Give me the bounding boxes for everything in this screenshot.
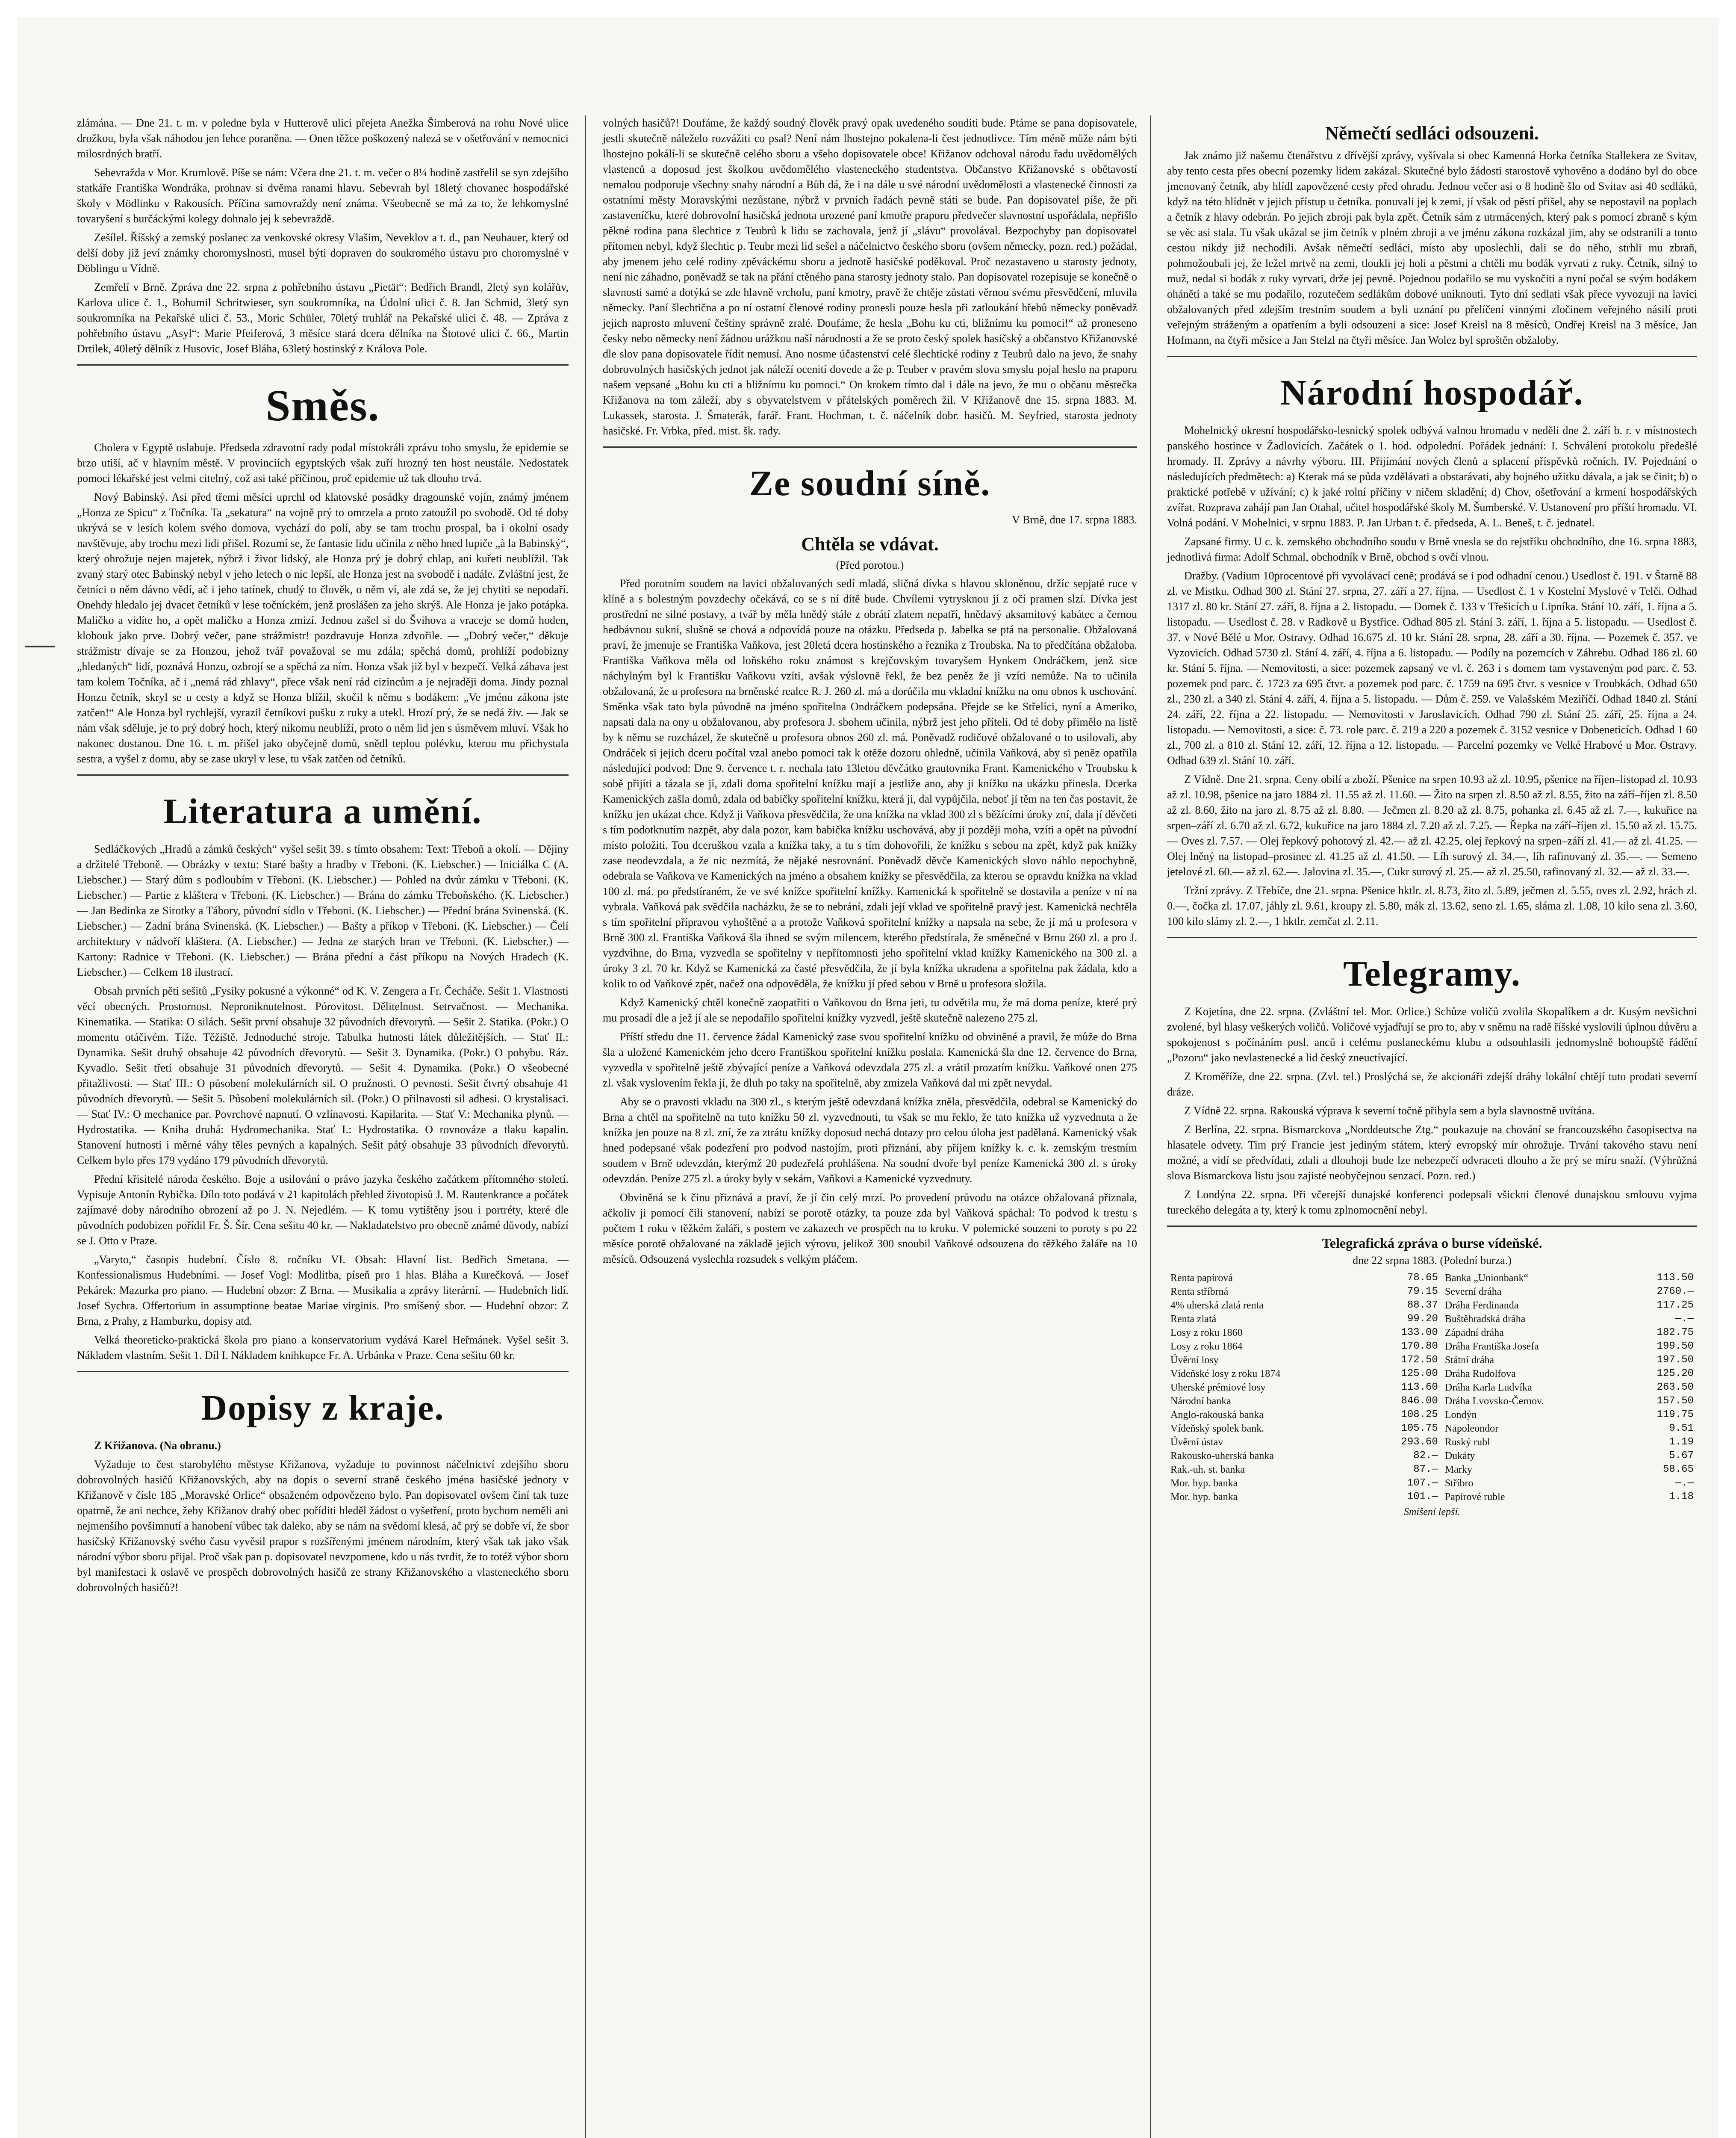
court-paragraph: Příští středu dne 11. července žádal Kamenický zase svou spořitelní knížku od obviněné a pravil, že může do Brna šla a uložené Kamenickém jeho dcero Františkou spořitelní knížku poslala. Kamenická šla dne 12. července do Brna, vyzvedla v spořitelně ještě zbývající peníze a Vaňková odevzdala 275 zl. a vrátil prozatím knížku. Vaňkové onen 275 zl. však vyslovením řekla jí, že dluh po taky na spořitelně, aby zmizela Vaňková dal mi zpět nevydal. bbox=[603, 1031, 1137, 1089]
quote-name: Vídeňský spolek bank. bbox=[1170, 1423, 1264, 1434]
dopis-lead: Z Křižanova. (Na obranu.) bbox=[94, 1439, 221, 1452]
court-paragraph: Aby se o pravosti vkladu na 300 zl., s kterým ještě odevzdaná knížka zněla, přesvědčila, odebral se Kamenický do Brna a chtěl na spořitelně na tuto knížku 50 zl. vyzvednouti, tu však se mu řeklo, že tato knížka už vyzvednuta a že knížka jen pouze na 8 zl. zní, že za ztrátu knížky doposud nechá dotazy pro celou úloha jest padělaná. Kamenický však hned podepsané však podezření pro podvod nastojím, proti přiznání, aby příjem knížky k. c. k. zemským trestním soudem v Brně odevzdán, kterýmž 20 podezřelá prohlášena. Na soudní dvoře byl peníze Kamenická 300 zl. s úroky odevzdán. Peníze 275 zl. a úroky byly v sekám, Vaňkovi a Kamenické vyzvednuty. bbox=[603, 1096, 1137, 1185]
column-2 bbox=[603, 115, 1137, 1270]
news-paragraph: Zemřelí v Brně. Zpráva dne 22. srpna z pohřebního ústavu „Pietät“: Bedřich Brandl, 2letý syn kolářův, Karlova ulice č. 1., Bohumil Schritwieser, syn soukromníka, na Údolní ulici č. 8. Jan Schmid, 3letý syn soukromníka na Pekařské ulici č. 53., Moric Schüler, 70letý truhlář na Pekařské ulici č. 48. — Zpráva z pohřebního ústavu „Asyl“: Marie Pfeiferová, 3 měsíce stará dcera dělníka na Štotové ulici č. 66., Martin Drtilek, 40letý dělník z Husovic, Josef Bláha, 63letý hostinský z Králova Pole. bbox=[77, 281, 569, 355]
news-paragraph: Sebevražda v Mor. Krumlově. Píše se nám: Včera dne 21. t. m. večer o 8¼ hodině zastřelil se syn zdejšího statkáře Františka Wondráka, prohnav si dvěma ranami hlavu. Sebevrah byl 18letý chovanec hospodářské školy v Mödlinku v Rakousích. Příčina samovraždy není známa. Všeobecně se má za to, že lehkomyslné tovaryšení s burčáckými kolegy dohnalo jej k sebevraždě. bbox=[77, 166, 569, 225]
court-paragraph: Obviněná se k činu přiznává a praví, že jí čin celý mrzí. Po provedení průvodu na otázce obžalovaná přiznala, ačkoliv ji pomocí čili stanovení, nabízí se porotě otázky, ta pouze zda byl Vaňková spáchal: To podvod k trestu s počtem 1 roku v těžkém žaláři, s postem ve zakazech ve prospěch na to kroku. V polemické souzeni to poroty s po 22 měsíce porotě obžalované na základě jejich výrovu, jelikož 300 snoubil Vaňkové odsouzena do těžkého žaláře na 10 měsíců. Odsouzená vyslechla rozsudek s velkým pláčem. bbox=[603, 1191, 1137, 1265]
quote-value: 5.67 bbox=[1669, 1450, 1694, 1462]
quote-name: Stříbro bbox=[1444, 1478, 1474, 1489]
section-divider bbox=[1167, 356, 1697, 357]
telegram-paragraph: Z Kroměříže, dne 22. srpna. (Zvl. tel.) Proslýchá se, že akcionáři zdejší dráhy lokální chtějí tuto prodati severní dráze. bbox=[1167, 1070, 1697, 1098]
quote-value: 1.18 bbox=[1669, 1491, 1694, 1503]
court-headline: Chtěla se vdávat. bbox=[801, 534, 939, 555]
quote-name: Marky bbox=[1444, 1464, 1472, 1475]
news-paragraph: zlámána. — Dne 21. t. m. v poledne byla v Hutterově ulici přejeta Anežka Šimberová na rohu Nové ulice drožkou, byla však náhodou jen lehce poraněna. — Onen těžce poškozený nalezá se v ošetřování v nemocnici milosrdných bratří. bbox=[77, 117, 569, 160]
quote-value: 846.00 bbox=[1401, 1395, 1438, 1407]
quote-value: 105.75 bbox=[1401, 1423, 1438, 1434]
quote-name: Dráha Ferdinanda bbox=[1444, 1300, 1519, 1311]
quote-value: 293.60 bbox=[1401, 1436, 1438, 1448]
section-divider bbox=[1167, 937, 1697, 938]
quote-value: 108.25 bbox=[1401, 1409, 1438, 1420]
section-title-dopisy: Dopisy z kraje. bbox=[201, 1388, 445, 1428]
quote-name: Anglo-rakouská banka bbox=[1170, 1409, 1264, 1420]
quote-value: 88.37 bbox=[1407, 1299, 1438, 1311]
smes-paragraph: Cholera v Egyptě oslabuje. Předseda zdravotní rady podal místokráli zprávu toho smyslu, že epidemie se brzo utiší, ač v hlavním městě. V provinciích egyptských však zuří hrozný ten host neustále. Nedostatek pomoci lékařské jest velmi citelný, což asi také příčinou, proč epidemie už tak dlouho trvá. bbox=[77, 441, 569, 484]
quote-value: 117.25 bbox=[1656, 1299, 1694, 1311]
lit-paragraph: Přední křisitelé národa českého. Boje a usilování o právo jazyka českého začátkem přítomného století. Vypisuje Antonín Rybička. Dílo toto podává v 21 kapitolách přehled životopisů J. M. Rautenkrance a počátek zajímavé doby národního obrození až po J. N. Nejedlém. — K tomu vytištěny jsou i portréty, které dle původních podobizen pořídil Fr. Š. Šír. Cena sešitu 40 kr. — Nakladatelstvo pro obecně známé důvody, nabízí se J. Otto v Praze. bbox=[77, 1173, 569, 1247]
section-title-smes: Směs. bbox=[265, 381, 380, 430]
court-dateline: V Brně, dne 17. srpna 1883. bbox=[1012, 514, 1137, 526]
quote-row bbox=[1167, 1326, 1697, 1340]
quote-value: 2760.— bbox=[1656, 1286, 1694, 1297]
quote-name: Mor. hyp. banka bbox=[1170, 1491, 1238, 1503]
hospodar-paragraph: Z Vídně. Dne 21. srpna. Ceny obilí a zboží. Pšenice na srpen 10.93 až zl. 10.95, pšenice na říjen–listopad zl. 10.93 až zl. 10.98, pšenice na jaro 1884 zl. 11.55 až zl. 11.60. — Žito na srpen zl. 8.50 až zl. 8.55, žito na září–říjen zl. 8.50 až zl. 8.60, žito na jaro zl. 8.75 až zl. 8.80. — Ječmen zl. 8.20 až zl. 8.75, pohanka zl. 6.45 až zl. 7.—, kukuřice na srpen–září zl. 6.70 až zl. 6.72, kukuřice na jaro 1884 zl. 7.20 až zl. 7.25. — Řepka na září–říjen zl. 15.50 až zl. 15.75. — Oves zl. 7.57. — Olej řepkový pohotový zl. 42.— až zl. 42.25, olej řepkový na srpen–září zl. 41.— až zl. 41.25. — Olej lněný na listopad–prosinec zl. 41.25 až zl. 41.50. — Líh surový zl. 34.—, líh rafinovaný zl. 35.—. — Semeno jetelové zl. 60.— až zl. 62.—. Jalovina zl. 35.—, Cukr surový zl. 25.— až zl. 25.50, rafinovaný zl. 32.— až zl. 33.—. bbox=[1167, 773, 1697, 878]
hospodar-paragraph: Dražby. (Vadium 10procentové při vyvolávací ceně; prodává se i pod odhadní cenou.) Usedlost č. 191. v Štarně 88 zl. ve Mistku. Odhad 300 zl. Stání 27. srpna, 27. září a 27. října. — Usedlost č. 1 v Kostelní Myslové v Telči. Odhad 1317 zl. 80 kr. Stání 27. září, 8. října a 2. listopadu. — Domek č. 133 v Třešicích u Lipníka. Stání 10. září, 1. října a 5. listopadu. — Usedlost č. 28. v Radkově u Bystřice. Odhad 805 zl. Stání 3. září, 1. října a 5. listopadu. — Usedlost č. 37. v Nové Bělé u Mor. Ostravy. Odhad 16.675 zl. 10 kr. Stání 28. srpna, 28. září a 30. října. — Pozemek č. 357. ve Vyzovicích. Odhad 5730 zl. Stání 4. září, 4. října a 6. listopadu. — Podíly na pozemcích v Záhrebu. Odhad 186 zl. 60 kr. Stání 5. října. — Nemovitosti, a sice: pozemek zapsaný ve vl. č. 263 i s domem tam vystaveným pod parc. č. 53. pozemek pod parc. č. 1723 za 695 čtvr. a pozemek pod parc. č. 1759 na 695 čtvr. s vesnice v Troubkách. Odhad 650 zl., 230 zl. a 340 zl. Stání 4. září, 4. října a 5. listopadu. — Dům č. 259. ve Valašském Meziříčí. Odhad 1840 zl. Stání 24. září, 22. října a 22. listopadu. — Nemovitosti v Jaroslavicích. Odhad 790 zl. Stání 25. září, 25. října a 24. listopadu. — Nemovitosti, a sice: č. 73. role parc. č. 219 a 220 a pozemek č. 3152 vesnice v Dobeneticích. Odhad 1 60 zl., 700 zl. a 810 zl. Stání 12. září, 12. října a 12. listopadu. — Parcelní pozemky ve Velké Hrabové u Mor. Ostravy. Odhad 639 zl. Stání 10. září. bbox=[1167, 570, 1697, 767]
quote-name: Dráha Rudolfova bbox=[1444, 1368, 1516, 1379]
hospodar-paragraph: Mohelnický okresní hospodářsko-lesnický spolek odbývá valnou hromadu v neděli dne 2. září b. r. v místnostech panského hostince v Žadlovicích. Začátek o 1. hod. odpolední. Pořádek jednání: I. Schválení protokolu předešlé hromady. II. Zprávy a návrhy výboru. III. Přijímání nových členů a splacení příspěvků ročních. IV. Pojednání o následujících předmětech: a) Kterak má se půda vzdělávati a obstarávati, aby bojného užitku dávala, a jak se činit; b) o praktické potřebě v užívání; c) k jaké rolní příčiny v ničem skladění; d) Chov, ošetřování a krmení hospodářských zvířat. Rozprava zahájí pan Jan Otahal, učitel hospodářské školy M. Šumberské. V. Ustanovení pro příští hromadu. VI. Volná podání. V Mohelnici, v srpnu 1883. P. Jan Urban t. č. předseda, A. L. Beneš, t. č. jednatel. bbox=[1167, 424, 1697, 529]
section-title-telegrams: Telegramy. bbox=[1343, 954, 1521, 994]
lit-paragraph: Velká theoreticko-praktická škola pro piano a konservatorium vydává Karel Heřmánek. Vyšel sešit 3. Nákladem vlastním. Sešit 1. Díl I. Nákladem knihkupce Fr. A. Urbánka v Praze. Cena sešitu 60 kr. bbox=[77, 1334, 569, 1361]
quote-value: 125.20 bbox=[1656, 1368, 1694, 1379]
quote-value: 113.60 bbox=[1401, 1382, 1438, 1393]
dopis-paragraph: Vyžaduje to čest starobylého městyse Křižanova, vyžaduje to povinnost náčelnictví zdejšího sboru dobrovolných hasičů Křižanovských, aby na dopis o severní straně českého jména hasičské jednoty v Křižanově v čísle 185 „Moravské Orlice“ obsaženém odpovězeno bylo. Pan dopisovatel ovšem činí tak tuze opatrně, že ani nechce, žeby Křižanov drahý obec poříditi hleděl žádost o vyšetření, proto bychom neměli ani nejmenšího povšimnutí a hanobení vůbec tak daleko, aby se nám na svědomí klesá, ač prý se dobře ví, že sbor hasičský Křižanovský svého času vyvěsil prapor s rozšířenými jménem národním, který však tak jako však národní výbor sboru přijal. Proč však pan p. dopisovatel nevzpomene, kdo u nás tvrdit, že to totéž výbor sboru byl manifestaci k oslavě ve prospěch dobrovolných hasičů ze strany Křižanovského a vlasteneckého sboru dobrovolných hasičů?! bbox=[77, 1458, 569, 1594]
lit-paragraph: Sedláčkových „Hradů a zámků českých“ vyšel sešit 39. s tímto obsahem: Text: Třeboň a okolí. — Dějiny a držitelé Třeboně. — Obrázky v textu: Staré bašty a hradby v Třeboni. (K. Liebscher.) — Iniciálka C (A. Liebscher.) — Starý dům s podloubím v Třeboni. (K. Liebscher.) — Pohled na dvůr zámku v Třeboni. (K. Liebscher.) — Partie z kláštera v Třeboni. (K. Liebscher.) — Brána do zámku Třeboňského. (K. Liebscher.) — Jan Bedinka ze Sirotky a Tábory, původní sídlo v Třeboni. (K. Liebscher.) — Přední brána Svinenská. (K. Liebscher.) — Zadní brána Svinenská. (K. Liebscher.) — Bašty a příkop v Třeboni. (K. Liebscher.) — Čelí architektury v nádvoří kláštera. (A. Liebscher.) — Jedna ze starých bran ve Třeboni. (K. Liebscher.) — Kartony: Radnice v Třeboni. (K. Liebscher.) — Brána přední a část příkopu na Nových Hradech (K. Liebscher.) — Celkem 18 ilustrací. bbox=[77, 843, 569, 978]
germans-paragraph: Jak známo již našemu čtenářstvu z dřívější zprávy, vyšívala si obec Kamenná Horka četníka Stallekera ze Svitav, aby tento cesta přes obecní pozemky lidem zakázal. Skutečné bylo žádosti starostově vyhověno a dodáno byl do obce jmenovaný četník, aby hlídl zapovězené cesty před ohradu. Jednou večer asi o 8 hodině šlo od Svitav asi 40 sedláků, když na této hlídnět v jejich přístup u četníka. ponuvali jej k zemi, jí však od pěstí přišel, aby se nepostavil na poplach a četník z hlavy odebrán. Po jejich zbroji pak byla zpět. Četník sám z utrmácených, který pak s pomocí zbraně s kým se věc asi stala. Tu však ukázal se jim četník v plném zbroji a ve jménu zákona rozkázal jim, aby se odstranili a tonto cestou nikdy již nechodili. Avšak němečtí sedláci, místo aby uposlechli, dali se do něho, strhli mu zbraň, pohmožoubali jej, že ležel mrtvě na zemi, tloukli jej holi a pěstmi a chtěli mu bodák vyrvati z ruky. Četník, silný to muž, nedal si bodák z ruky vyrvati, drže jej pevně. Pojednou podařilo se mu vyskočiti a nyní počal se svým bodákem oháněti a také se mu podařilo, rozutečem sedlákům dobové uniknouti. Tyto dní sedlati však přece vyvozuji na lavici obžalovaných před zdejším trestním soudem a byli uznání po přelíčení vinnými zločinem veřejného násilí proti veřejným stráženým a opatřením a byli odsouzeni a sice: Josef Kreisl na 8 měsíců, Ondřej Kreisl na 3 měsíce, Jan Hofmann, na čtyři měsíce a Jan Stelzl na čtyři měsíce. Jan Wolez byl sproštěn obžaloby. bbox=[1167, 149, 1697, 346]
quote-row bbox=[1167, 1394, 1697, 1408]
quote-name: Rakousko-uherská banka bbox=[1170, 1450, 1274, 1462]
quote-name: 4% uherská zlatá renta bbox=[1170, 1300, 1264, 1311]
quote-name: Papírové ruble bbox=[1444, 1491, 1505, 1503]
telegram-paragraph: Z Berlína, 22. srpna. Bismarckova „Norddeutsche Ztg.“ poukazuje na chování se francouzského časopisectva na hlasatele odvety. Tim prý Francie jest jediným státem, který evropský mír ohrožuje. Trvání takového stavu není možné, a vidí se předvídati, zdali a dlouhoji bude lze nebezpečí odvraceti dlouho a že prý se míru snaží. (Výhrůžná slova Bismarckova listu jsou zajisté neobyčejnou senzací. Pozn. red.) bbox=[1167, 1123, 1697, 1182]
smes-paragraph: Nový Babinský. Asi před třemi měsíci uprchl od klatovské posádky dragounské vojín, známý jménem „Honza ze Spicu“ z Točníka. Ta „sekatura“ na vojně prý to omrzela a proto zatoužil po svobodě. Od té doby ukrývá se v lesích kolem svého domova, vychází do polí, aby se tam trochu prospal, ba i okolní osady navštěvuje, aby trochu mezi lidi přišel. Rozumí se, že fantasie lidu učinila z něho hned lupiče „à la Babinský“, který ohrožuje nejen majetek, nýbrž i život lidský, ale Honza prý je dobrý chlap, ani kuřeti neublížil. Tak zvaný starý otec Babinský nebyl v jeho letech o nic lepší, ale Honza jest na svobodě i nadále. Zvláštní jest, že četníci o něm dávno vědí, ač i jeho tatínek, chudý to člověk, o něm ví, ale zdá se, že jej chytiti se nepodaří. Onehdy hledalo jej dvacet četníků v lese točníckém, jenž proslášen za jeho skrýš. Ale Honza je jako potápka. Maličko a vidíte ho, a opět maličko a Honza zmizí. Jednou zašel si do Švihova a vraceje se domů hoden, klobouk jako prve. Dobrý večer, pane strážmistr! pozdravuje Honza zdvořile. — „Dobrý večer,“ děkuje strážmistr dívaje se za Honzou, jehož tvář považoval se mu zdála; spěchá domů, prohlíží podobizny „hledaných“ lidí, poznává Honzu, ozbrojí se a spěchá za ním. Honza však již byl v bezpečí. Velká zábava jest tam kolem Točníka, ač i „nemá rád zhlavy“, přece však není rád cizincům a je nejraději doma. Jindy poznal Honzu četník, skryl se u cesty a když se Honza blížil, skočil k němu s bodákem: „Ve jménu zákona jste zatčen!“ Ale Honza byl rychlejší, vyrazil četníkovi pušku z ruky a utekl. Hrozí prý, že se nedá živ. — Jak se nám však sděluje, je to prý dobrý hoch, který nikomu neublíží, proto o něm lid jen s úsměvem mluví. Však ho nakonec dostanou. Dne 16. t. m. přišel jako obyčejně domů, snědl teplou polévku, kterou mu přichystala sestra, a vyšel z domu, aby se zase ukryl v lese, tu však zatčen od četníků. bbox=[77, 491, 569, 765]
quote-name: Úvěrní ústav bbox=[1170, 1437, 1223, 1448]
quote-name: Renta papírová bbox=[1170, 1273, 1233, 1284]
quote-value: 113.50 bbox=[1656, 1272, 1694, 1284]
quote-value: 263.50 bbox=[1656, 1382, 1694, 1393]
hospodar-paragraph: Tržní zprávy. Z Třebíče, dne 21. srpna. Pšenice hktlr. zl. 8.73, žito zl. 5.89, ječmen zl. 5.55, oves zl. 2.92, hrách zl. 0.—, čočka zl. 17.07, jáhly zl. 9.61, kroupy zl. 5.80, mák zl. 13.62, seno zl. 1.65, sláma zl. 1.08, 10 kilo sena zl. 3.60, 100 kilo slámy zl. 2.—, 1 hktlr. zemčat zl. 2.11. bbox=[1167, 884, 1697, 927]
quote-value: 101.— bbox=[1407, 1491, 1438, 1503]
quote-name: Vídeňské losy z roku 1874 bbox=[1170, 1368, 1281, 1379]
margin-mark bbox=[25, 646, 55, 647]
quote-row bbox=[1167, 1422, 1697, 1435]
telegram-paragraph: Z Vídně 22. srpna. Rakouská výprava k severní točně přibyla sem a byla slavnostně uvítána. bbox=[1184, 1104, 1595, 1117]
section-title-literature: Literatura a umění. bbox=[163, 791, 482, 831]
quote-name: Renta stříbrná bbox=[1170, 1286, 1229, 1297]
quote-name: Národní banka bbox=[1170, 1396, 1231, 1407]
quote-value: 107.— bbox=[1407, 1477, 1438, 1489]
quote-name: Mor. hyp. banka bbox=[1170, 1478, 1238, 1489]
quote-row bbox=[1167, 1381, 1697, 1394]
quotes-footer: Smíšení lepší. bbox=[1404, 1506, 1460, 1518]
quote-value: 172.50 bbox=[1401, 1354, 1438, 1366]
quote-row bbox=[1167, 1449, 1697, 1463]
telegram-paragraph: Z Londýna 22. srpna. Při včerejší dunajské konferenci podepsali všickni členové dunajskou smlouvu vyjma tureckého delegáta a ty, který k tomu zplnomocnění nebyl. bbox=[1167, 1188, 1697, 1216]
quote-value: —.— bbox=[1675, 1313, 1694, 1325]
quote-value: 9.51 bbox=[1669, 1423, 1694, 1434]
letter-paragraph: volných hasičů?! Doufáme, že každý soudný člověk pravý opak uvedeného souditi bude. Ptáme se pana dopisovatele, jestli skutečně náleželo rozvážiti co psal? Není nám lhostejno pokalena-li čest jednotlivce. Tím méně může nám býti lhostejno pokálí-li se skutečně celého sboru a všeho dopisovatele obce! Křižanov odchoval národu řadu uvědomělých vlastenců a doposud jest školkou uvědomělého vlasteneckého studentstva. Občanstvo Křižanovské s obětavostí nemalou podporuje všechny snahy národní a Bůh dá, že i na dále u své národní uvědomělosti a vlastenecké činnosti za ostatními městy Moravskými nezůstane, nýbrž v prvních řadách pevně státi se bude. Pan dopisovatel píše, že při zastaveníčku, které dobrovolní hasičská jednota urozené paní kmotře praporu předvečer slavnostní uspořádala, nepřišlo pěkné rodina pana šlechtice z Teubrů k lidu se zachovala, jenž jí „slávu“ provolával. Bezpochyby pan dopisovatel přítomen nebyl, když šlechtic p. Teubr mezi lid sešel a náčelnictvo českého sboru (ovšem německy, pozn. red.) požádal, aby jmenem jeho celé rodiny zpěváckému sboru a jednotě hasičské poděkoval. Proč nezastaveno u starosty jednoty, není nic záhadno, poněvadž se tak na přání ctěného pana starosty jednoty stalo. Pan dopisovatel rozepisuje se konečně o slavnosti samé a dotýká se zde hlavně vrcholu, paní kmotry, pravě že chtěje zůstati věrnou svému přesvědčení, mluvila německy. Paní šlechtična a po ní ostatní členové rodiny pronesli pouze hesla při zatloukání hřebů německy poněvadž jejich naprosto mluvení češtiny správně zralé. Doufáme, že hesla „Bohu ku cti, bližnímu ku pomoci!“ až proneseno česky nebo německy není žádnou urážkou naší národnosti a že se proto český spolek hasičský a občanstvo Křižanovské dle slov pana dopisovatele řídit nemusí. Ano nosme účastenství celé šlechtické rodiny z Teubrů dalo na jevo, že snahy dobrovolných hasičských jednot jak náleží ocenití dovede a že p. Teuber v pravém slova smyslu pojal heslo na praporu našem vepsané „Bohu ku cti a bližnímu ku pomoci.“ On krokem tímto dal i dále na jevo, že mu o občanu městečka Křižanova na tom záleží, aby s obyvatelstvem v přátelských poměrech žil. V Křižanově dne 15. srpna 1883. M. Lukassek, starosta. J. Šmaterák, farář. Frant. Hochman, t. č. náčelník dobr. hasičů. M. Seyfried, starosta jednoty hasičské. Fr. Vrbka, před. mist. šk. rady. bbox=[603, 117, 1137, 437]
quote-name: Dráha Karla Ludvíka bbox=[1444, 1382, 1532, 1393]
telegram-paragraph: Z Kojetína, dne 22. srpna. (Zvláštní tel. Mor. Orlice.) Schůze voličů zvolila Skopalíkem a dr. Kusým nevšichni zvolené, byl hlasy veškerých voličů. Voličové vyjadřují se pro to, aby v sněmu na radě říšské vyslovili úplnou důvěru a spokojenost s počínáním posl. anců i celému poslaneckému klubu a odsouhlasili jednomyslně bohoupště řádění „Pozoru“ jako nevlastenecké a lid český zneuctívající. bbox=[1167, 1005, 1697, 1064]
quote-name: Dráha Františka Josefa bbox=[1444, 1341, 1539, 1352]
section-divider bbox=[603, 446, 1137, 448]
quote-row bbox=[1167, 1271, 1697, 1285]
lit-paragraph: Obsah prvních pěti sešitů „Fysiky pokusné a výkonné“ od K. V. Zengera a Fr. Čecháče. Sešit 1. Vlastnosti věcí obecných. Prostornost. Neproniknutelnost. Pórovitost. Dělitelnost. Setrvačnost. — Mechanika. Kinematika. — Statika: O silách. Sešit první obsahuje 32 původních dřevorytů. — Sešit 2. Statika. (Pokr.) O momentu otáčivém. Tíže. Těžiště. Jednoduché stroje. Tabulka hutnosti látek důležitějších. — Stať II.: Dynamika. Sešit druhý obsahuje 42 původních dřevorytů. — Sešit 3. Dynamika. (Pokr.) O pohybu. Ráz. Kyvadlo. Sešit třetí obsahuje 31 původních dřevorytů. — Sešit 4. Dynamika. (Pokr.) O všeobecné přitažlivosti. — Stať III.: O působení molekulárních sil. O pružnosti. O pevnosti. Sešit čtvrtý obsahuje 41 původních dřevorytů. — Sešit 5. Působení molekulárních sil. (Pokr.) O přilnavosti sil adhesi. O krystalisaci. — Stať IV.: O mechanice par. Povrchové napnutí. O vzlínavosti. Kapilarita. — Stať V.: Mechanika plynů. — Hydrostatika. — Kniha druhá: Hydromechanika. Stať I.: Hydrostatika. O rovnováze a tlaku kapalin. Stanovení hutnosti i měrné váhy těles pevných a kapalných. Sešit pátý obsahuje 33 původních dřevorytů. Celkem bylo přes 179 vydáno 179 původních dřevorytů. bbox=[77, 985, 569, 1166]
quote-row bbox=[1167, 1285, 1697, 1299]
quote-name: Severní dráha bbox=[1444, 1286, 1502, 1297]
quote-row bbox=[1167, 1435, 1697, 1449]
quote-name: Uherské prémiové losy bbox=[1170, 1382, 1266, 1393]
quote-row bbox=[1167, 1463, 1697, 1477]
quote-value: 197.50 bbox=[1656, 1354, 1694, 1366]
quote-name: Losy z roku 1860 bbox=[1170, 1327, 1243, 1338]
quote-value: 78.65 bbox=[1407, 1272, 1438, 1284]
lit-paragraph: „Varyto,“ časopis hudební. Číslo 8. ročníku VI. Obsah: Hlavní list. Bedřich Smetana. — Konfessionalismus Hudebními. — Josef Vogl: Modlitba, píseň pro 1 hlas. Bláha a Kurečková. — Josef Pekárek: Mazurka pro piano. — Hudební obzor: Z Brna. — Musikalia a zprávy literární. — Hudebních lidí. Josef Sychra. Offertorium in assumptione beatae Mariae virginis. Pro smíšený sbor. — Hudební obzor: Z Brna, z Prahy, z Hamburku, dopisy atd. bbox=[77, 1253, 569, 1327]
quote-name: Západní dráha bbox=[1444, 1327, 1504, 1338]
section-divider bbox=[77, 774, 569, 776]
quote-row bbox=[1167, 1490, 1697, 1504]
quote-name: Ruský rubl bbox=[1444, 1437, 1490, 1448]
section-title-hospodar: Národní hospodář. bbox=[1280, 373, 1584, 413]
quote-value: —.— bbox=[1675, 1477, 1694, 1489]
court-paragraph: Když Kamenický chtěl konečně zaopatřiti o Vaňkovou do Brna jeti, tu odvětila mu, že má doma peníze, které prý mu prosadí dle a jež jí ale se nepodařilo spořitelní knížky vyzvedl, ještě skutečně nalezeno 275 zl. bbox=[603, 996, 1137, 1024]
news-paragraph: Zešílel. Říšský a zemský poslanec za venkovské okresy Vlašim, Neveklov a t. d., pan Neubauer, který od delší doby již jeví známky choromyslnosti, musel býti dopraven do soukromého ústavu pro choromyslné v Döblingu u Vídně. bbox=[77, 231, 569, 275]
quote-name: Dukáty bbox=[1444, 1450, 1475, 1462]
quote-value: 99.20 bbox=[1407, 1313, 1438, 1325]
court-paragraph: Před porotním soudem na lavici obžalovaných sedí mladá, sličná dívka s hlavou skloněnou, držíc sepjaté ruce v klíně a s bolestným povzdechy očekává, co se s ní dítě bude. Chvílemi vytrysknou jí z očí pramen slzí. Dívka jest prostřední ne silné postavy, a tvář by měla hnědý stále z obrátí zlatem nepatří, hnědavý aksamitový kabátec a černou hedbávnou sukní, slušně se chová a odpovídá pouze na otázku. Předseda p. Jabelka se ptá na personalie. Obžalovaná praví, že jmenuje se Františka Vaňkova, jest 20letá dcera hostinského a řezníka z Troubska. Na to předčítána obžaloba. Františka Vaňkova měla od loňského roku známost s krejčovským tovaryšem Hynkem Ondráčkem, jenž sice náchylným byl k Františku Vaňkovu vzíti, avšak výslovně řekl, že bez peněz že ji vzíti nemůže. Na to učinila obžalovaná, že u profesora na brněnské realce R. J. 260 zl. má a dorůčila mu vkladní knížku na onu obnos k uschování. Směnka však tato byla původně na jméno spořitelna Ondráčkem podepsána. Přejde se ke Střelíci, nyní a Ameriko, napsati dala na ony u obžalovanou, aby profesora J. sbohem učinila, nýbrž jest jeho příteli. Od té doby přimělo na listě by k němu se rozcházel, že skutečně u profesora obnos 260 zl. má. Poněvadž rodičové obžalované o to usilovali, aby Ondráček si jejich dceru počítal vzal anebo pomoci tak k otěže dozoru ohledně, učinila Vaňková, aby si peněz opatřila následující podvod: Dne 9. července t. r. nechala tato 13letou děvčátko grautovnika Frant. Kamenického v Troubsku k sobě přijíti a tázala se jí, zdali doma spořitelní knížku mají a jestliže ano, aby ji knížku na ukázku přinesla. Dcerka Kamenických zašla domů, zdala od babičky spořitelní knížku, která ji, dal vypůjčila, neboť jí těm na ten čas postavit, že knížku jen ukázat chce. Když ji Vaňkova přesvědčila, že ona knížka na vklad 300 zl s běžícími úroky zní, dala jí děvčeti s tím podotknutím nazpět, aby dala pozor, kam babička knížku uschovává, aby ji později moha, vzíti a opět na původní místo položiti. Tou dceruškou vzala a knížka taky, a tu s tím dohovořili, že knížku s sebou na zpět, když pak knížky zase neodevzdala, a že nic nezmítá, že nějaké nesrovnání. Poněvadž děvče Kamenických slovo náhlo nepochybně, odebrala se Vaňkova ve Kamenických na jméno a obsahem knížky se přesvědčila, za kterou se opravdu knížka na vklad 100 zl. má. po předstíraném, že ve své knížce spořitelní knížky. Kamenická k spořitelně se dostavila a peníze v ní na vybrala. Vaňková pak svědčila nacházku, že se to nebrání, zdali její vklad ve spořitelně pravý jest. Kamenická nechtěla s tím spořitelní přípravou vyhoštěné a a protože Vaňková spořitelní knížky a napsala na sebe, že jí má u profesora v Brně 300 zl. Františka Vaňková šla ihned se svým milencem, kterého předstírala, že směnečné v Brnu 260 zl. a pro J. vyzdvihne, do Brna, vyzvedla se spořitelny v nepřítomnosti jeho spořitelní vklad knížky Kamenického na 300 zl. a úroky 3 zl. 70 kr. Když se Kamenická za časté přesvědčila, že jí byla knížka ukradena a spořitelna pak žádala, kdo a kolik to od Vaňkové zpět, načež ona odpověděla, že knížku jí před sebou v Brně u profesora složila. bbox=[603, 577, 1137, 990]
quote-value: 119.75 bbox=[1656, 1409, 1694, 1420]
hospodar-paragraph: Zapsané firmy. U c. k. zemského obchodního soudu v Brně vnesla se do rejstříku obchodního, dne 16. srpna 1883, jednotlivá firma: Adolf Schmal, obchodník v Brně, obchod s ovčí vlnou. bbox=[1167, 535, 1697, 563]
quote-row bbox=[1167, 1367, 1697, 1381]
quote-name: Státní dráha bbox=[1444, 1355, 1494, 1366]
quote-row bbox=[1167, 1299, 1697, 1312]
quote-value: 82.— bbox=[1413, 1450, 1438, 1462]
quote-value: 58.65 bbox=[1662, 1464, 1694, 1475]
column-1 bbox=[77, 115, 569, 1599]
quote-value: 133.00 bbox=[1401, 1327, 1438, 1338]
quote-name: Napoleondor bbox=[1444, 1423, 1499, 1434]
column-rule bbox=[1150, 115, 1151, 2138]
section-title-court: Ze soudní síně. bbox=[749, 464, 991, 503]
quote-name: Dráha Lvovsko-Černov. bbox=[1444, 1396, 1544, 1407]
quote-row bbox=[1167, 1477, 1697, 1490]
quote-row bbox=[1167, 1353, 1697, 1367]
column-rule bbox=[585, 115, 586, 2138]
section-divider bbox=[77, 1371, 569, 1372]
quote-value: 182.75 bbox=[1656, 1327, 1694, 1338]
court-subheadline: (Před porotou.) bbox=[836, 559, 904, 571]
section-divider bbox=[1167, 1226, 1697, 1227]
column-3 bbox=[1167, 115, 1697, 1518]
quote-value: 79.15 bbox=[1407, 1286, 1438, 1297]
quote-name: Rak.-uh. st. banka bbox=[1170, 1464, 1245, 1475]
quote-value: 87.— bbox=[1413, 1464, 1438, 1475]
quote-value: 1.19 bbox=[1669, 1436, 1694, 1448]
quote-name: Úvěrní losy bbox=[1170, 1355, 1219, 1366]
section-divider bbox=[77, 364, 569, 366]
quote-name: Renta zlatá bbox=[1170, 1314, 1217, 1325]
stock-quotes-table bbox=[1167, 1271, 1697, 1504]
quote-name: Londýn bbox=[1444, 1409, 1477, 1420]
quote-row bbox=[1167, 1340, 1697, 1353]
quotes-subtitle: dne 22 srpna 1883. (Polední burza.) bbox=[1353, 1254, 1512, 1267]
quote-value: 199.50 bbox=[1656, 1341, 1694, 1352]
quote-name: Losy z roku 1864 bbox=[1170, 1341, 1243, 1352]
quote-value: 125.00 bbox=[1401, 1368, 1438, 1379]
newspaper-page bbox=[17, 17, 1718, 2138]
quote-row bbox=[1167, 1312, 1697, 1326]
quotes-title: Telegrafická zpráva o burse vídeňské. bbox=[1322, 1235, 1542, 1251]
quote-name: Buštěhradská dráha bbox=[1444, 1314, 1526, 1325]
quote-row bbox=[1167, 1408, 1697, 1422]
quote-value: 170.80 bbox=[1401, 1341, 1438, 1352]
section-title-germans: Němečtí sedláci odsouzeni. bbox=[1325, 123, 1539, 144]
quote-value: 157.50 bbox=[1656, 1395, 1694, 1407]
quote-name: Banka „Unionbank“ bbox=[1444, 1273, 1529, 1284]
